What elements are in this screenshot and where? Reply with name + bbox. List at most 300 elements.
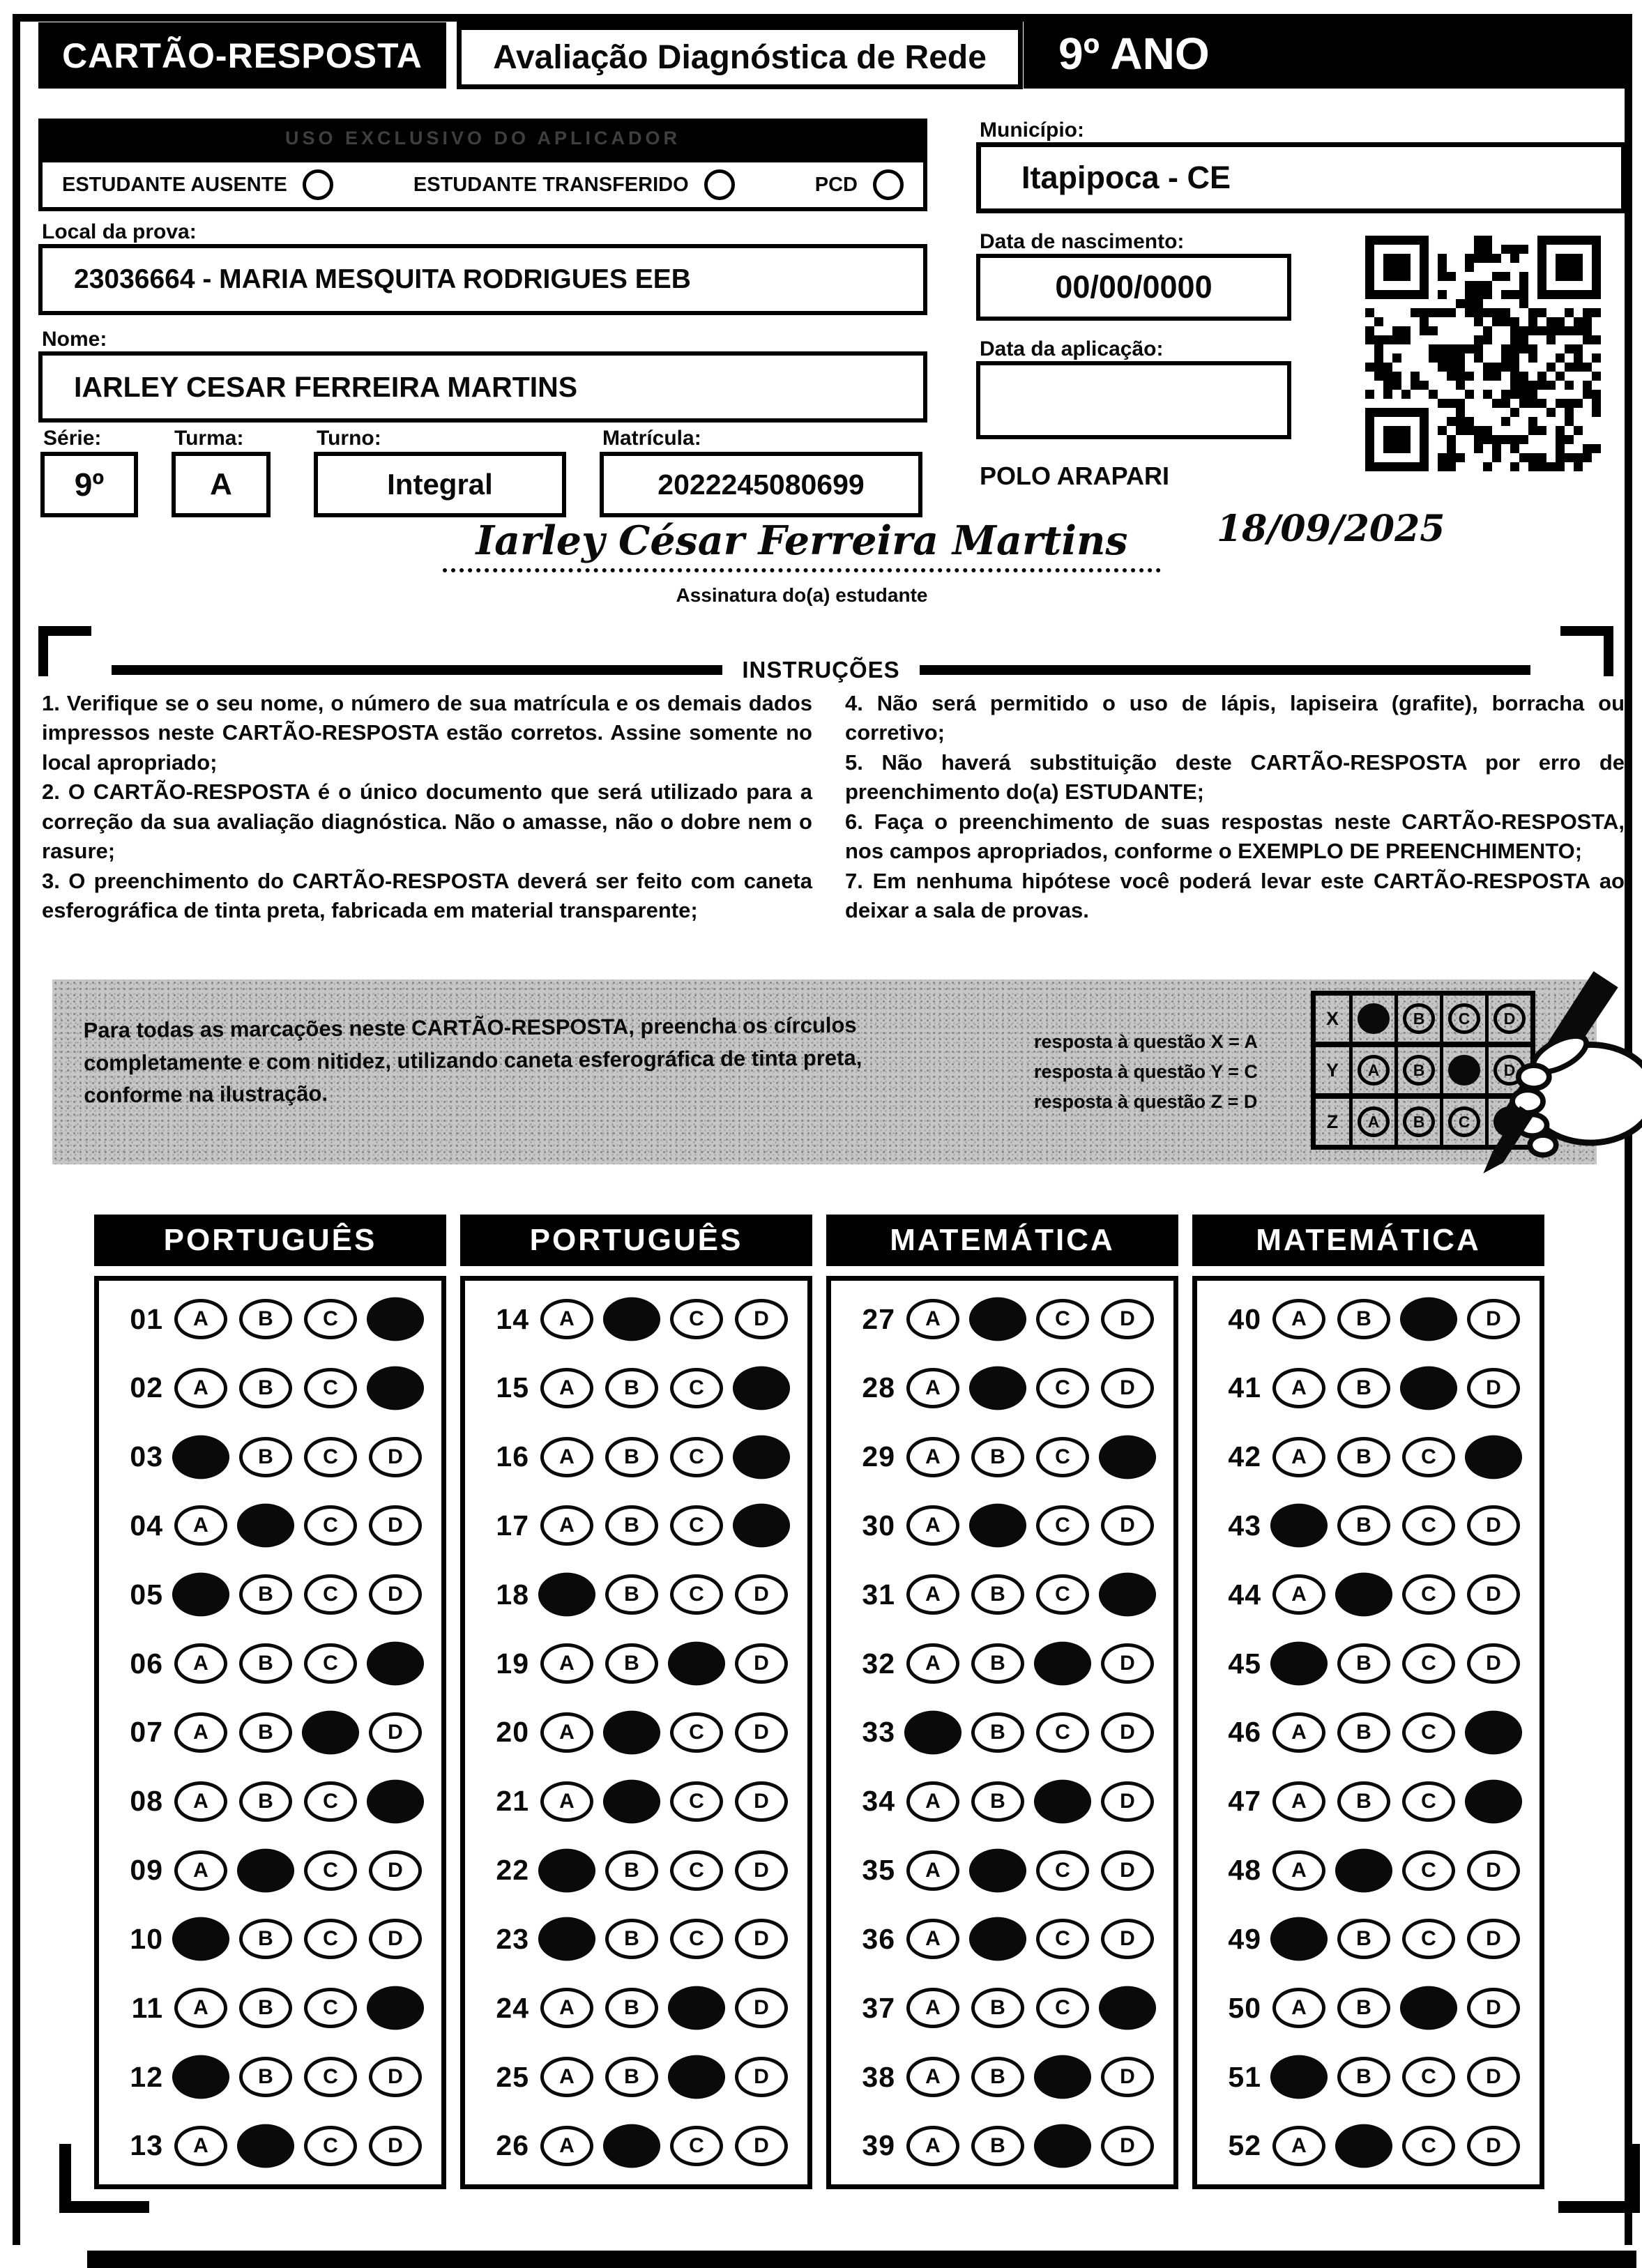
answer-bubble-B[interactable]: B bbox=[239, 1299, 292, 1339]
instructions-right-column bbox=[845, 689, 1625, 926]
answer-bubble-A[interactable]: A bbox=[906, 1643, 959, 1684]
answer-bubble-B[interactable]: B bbox=[239, 1643, 292, 1684]
question-number: 12 bbox=[130, 2060, 163, 2093]
answer-bubble-B[interactable]: B bbox=[239, 1368, 292, 1408]
answer-bubble-C[interactable]: C bbox=[1402, 1437, 1455, 1477]
answer-bubble-D-filled[interactable] bbox=[367, 1642, 424, 1686]
answer-bubble-A[interactable]: A bbox=[540, 1505, 593, 1546]
answer-bubble-A[interactable]: A bbox=[1272, 1781, 1325, 1822]
answer-bubble-B-filled[interactable] bbox=[237, 1848, 294, 1892]
question-number: 15 bbox=[496, 1371, 529, 1404]
page-border-left bbox=[13, 14, 20, 2245]
answer-bubble-B-filled[interactable] bbox=[969, 1848, 1026, 1892]
answer-bubble-A-filled[interactable] bbox=[538, 1917, 595, 1961]
question-row-36 bbox=[842, 1919, 1169, 1959]
pcd-label: PCD bbox=[814, 173, 858, 196]
question-row-52 bbox=[1208, 2126, 1535, 2166]
answer-bubble-A[interactable]: A bbox=[906, 1988, 959, 2028]
answer-bubble-A[interactable]: A bbox=[1272, 2126, 1325, 2166]
answer-bubble-B[interactable]: B bbox=[239, 2057, 292, 2097]
answer-bubble-D[interactable]: D bbox=[1467, 1850, 1520, 1891]
answer-bubble-B-filled[interactable] bbox=[1335, 1573, 1392, 1617]
question-number: 08 bbox=[130, 1785, 163, 1818]
answer-bubble-A[interactable]: A bbox=[906, 1850, 959, 1891]
answer-bubble-B[interactable]: B bbox=[239, 1919, 292, 1959]
answer-bubble-D[interactable]: D bbox=[735, 1988, 788, 2028]
answer-bubble-A-filled[interactable] bbox=[172, 1573, 229, 1617]
answer-bubble-A-filled[interactable] bbox=[904, 1711, 961, 1755]
answer-bubble-D[interactable]: D bbox=[369, 2057, 422, 2097]
answer-bubble-B[interactable]: B bbox=[971, 1643, 1024, 1684]
answer-bubble-C[interactable]: C bbox=[1402, 1574, 1455, 1615]
answer-bubble-C[interactable]: C bbox=[670, 1919, 723, 1959]
answer-bubble-D-filled[interactable] bbox=[1465, 1711, 1522, 1755]
answer-bubble-D-filled[interactable] bbox=[1099, 1573, 1156, 1617]
answer-bubble-B[interactable]: B bbox=[239, 1574, 292, 1615]
birthdate-value: 00/00/0000 bbox=[1055, 269, 1213, 305]
question-number: 04 bbox=[130, 1509, 163, 1542]
answer-bubble-B[interactable]: B bbox=[1337, 1919, 1390, 1959]
registration-mark-bottom-left bbox=[59, 2144, 149, 2213]
example-bubble-B: B bbox=[1403, 1106, 1435, 1137]
answer-bubble-B[interactable]: B bbox=[1337, 2057, 1390, 2097]
question-number: 39 bbox=[862, 2129, 895, 2162]
subject-header-matematica-2: MATEMÁTICA bbox=[1192, 1215, 1544, 1266]
answer-bubble-C[interactable]: C bbox=[1036, 1505, 1089, 1546]
question-row-26 bbox=[476, 2126, 803, 2166]
answer-bubble-C[interactable]: C bbox=[304, 1574, 357, 1615]
answer-bubble-B[interactable]: B bbox=[239, 1712, 292, 1753]
answer-bubble-B[interactable]: B bbox=[605, 1505, 658, 1546]
answer-bubble-B[interactable]: B bbox=[1337, 1643, 1390, 1684]
absent-student-checkbox[interactable] bbox=[303, 169, 333, 200]
answer-bubble-B-filled[interactable] bbox=[603, 2124, 660, 2168]
question-row-07 bbox=[110, 1712, 437, 1753]
example-bubble-D: D bbox=[1493, 1003, 1526, 1034]
answer-bubble-D[interactable]: D bbox=[1467, 1574, 1520, 1615]
pcd-checkbox[interactable] bbox=[873, 169, 904, 200]
subject-header-portugues-1: PORTUGUÊS bbox=[94, 1215, 446, 1266]
answer-bubble-B[interactable]: B bbox=[605, 1919, 658, 1959]
answer-bubble-C[interactable]: C bbox=[304, 1919, 357, 1959]
question-number: 30 bbox=[862, 1509, 895, 1542]
question-row-21 bbox=[476, 1781, 803, 1822]
class-box bbox=[172, 452, 271, 517]
answer-bubble-D[interactable]: D bbox=[1467, 1299, 1520, 1339]
answer-bubble-D[interactable]: D bbox=[369, 1437, 422, 1477]
question-number: 18 bbox=[496, 1578, 529, 1611]
answer-bubble-B-filled[interactable] bbox=[237, 1504, 294, 1548]
answer-bubble-A[interactable]: A bbox=[906, 1919, 959, 1959]
answer-bubble-B[interactable]: B bbox=[1337, 1988, 1390, 2028]
answer-bubble-C[interactable]: C bbox=[1036, 1299, 1089, 1339]
example-cell bbox=[1394, 996, 1440, 1042]
answer-bubble-C[interactable]: C bbox=[670, 1850, 723, 1891]
answer-bubble-A-filled[interactable] bbox=[1270, 1504, 1328, 1548]
answer-bubble-A-filled[interactable] bbox=[172, 1917, 229, 1961]
transferred-student-label: ESTUDANTE TRANSFERIDO bbox=[413, 173, 689, 196]
answer-bubble-C-filled[interactable] bbox=[668, 1986, 725, 2030]
answer-bubble-D[interactable]: D bbox=[1101, 1712, 1154, 1753]
answer-bubble-D[interactable]: D bbox=[1101, 1781, 1154, 1822]
answer-bubble-B[interactable]: B bbox=[239, 1437, 292, 1477]
answer-bubble-A[interactable]: A bbox=[540, 1781, 593, 1822]
text-item: resposta à questão Y = C bbox=[1034, 1061, 1258, 1083]
application-date-box[interactable] bbox=[976, 361, 1291, 439]
question-row-50 bbox=[1208, 1988, 1535, 2028]
answer-bubble-C[interactable]: C bbox=[1036, 1919, 1089, 1959]
text-item: 5. Não haverá substituição deste CARTÃO-RESPOSTA por erro de preenchimento do(a) ESTUDANTE; bbox=[845, 749, 1625, 805]
answer-bubble-B[interactable]: B bbox=[605, 1988, 658, 2028]
question-number: 19 bbox=[496, 1647, 529, 1680]
question-row-34 bbox=[842, 1781, 1169, 1822]
class-value: A bbox=[210, 467, 232, 501]
question-row-41 bbox=[1208, 1368, 1535, 1408]
answer-bubble-C[interactable]: C bbox=[304, 1505, 357, 1546]
subject-header-matematica-1: MATEMÁTICA bbox=[826, 1215, 1178, 1266]
answer-bubble-C[interactable]: C bbox=[1402, 2126, 1455, 2166]
question-row-25 bbox=[476, 2057, 803, 2097]
fill-example-legend bbox=[1034, 1027, 1258, 1118]
answer-bubble-C[interactable]: C bbox=[304, 1850, 357, 1891]
answer-bubble-A[interactable]: A bbox=[1272, 1712, 1325, 1753]
answer-bubble-A[interactable]: A bbox=[174, 1781, 227, 1822]
answer-bubble-C[interactable]: C bbox=[1402, 1781, 1455, 1822]
answer-bubble-B[interactable]: B bbox=[971, 2126, 1024, 2166]
answer-bubble-B-filled[interactable] bbox=[969, 1297, 1026, 1341]
answer-bubble-B[interactable]: B bbox=[1337, 1368, 1390, 1408]
answer-bubble-A[interactable]: A bbox=[540, 1988, 593, 2028]
answer-bubble-D[interactable]: D bbox=[1467, 2126, 1520, 2166]
registration-mark-bottom-right bbox=[1558, 2144, 1640, 2213]
answer-bubble-B[interactable]: B bbox=[605, 1368, 658, 1408]
answer-bubble-C[interactable]: C bbox=[1036, 1988, 1089, 2028]
answer-bubble-A[interactable]: A bbox=[174, 1643, 227, 1684]
answer-bubble-D-filled[interactable] bbox=[1099, 1435, 1156, 1479]
answer-bubble-D-filled[interactable] bbox=[367, 1367, 424, 1410]
answer-bubble-D-filled[interactable] bbox=[1465, 1435, 1522, 1479]
municipality-label: Município: bbox=[980, 119, 1084, 142]
question-row-01 bbox=[110, 1299, 437, 1339]
question-row-14 bbox=[476, 1299, 803, 1339]
answer-bubble-B[interactable]: B bbox=[971, 1781, 1024, 1822]
question-number: 45 bbox=[1228, 1647, 1261, 1680]
answer-bubble-A[interactable]: A bbox=[174, 1988, 227, 2028]
answer-bubble-D[interactable]: D bbox=[735, 1643, 788, 1684]
answer-bubble-D[interactable]: D bbox=[369, 1850, 422, 1891]
answer-bubble-A[interactable]: A bbox=[906, 1368, 959, 1408]
answer-bubble-B-filled[interactable] bbox=[1335, 1848, 1392, 1892]
answer-bubble-A[interactable]: A bbox=[906, 2126, 959, 2166]
answer-bubble-D[interactable]: D bbox=[1101, 1919, 1154, 1959]
signature-caption: Assinatura do(a) estudante bbox=[676, 584, 928, 606]
answer-bubble-D[interactable]: D bbox=[735, 2057, 788, 2097]
answer-bubble-C-filled[interactable] bbox=[1034, 1779, 1091, 1823]
answer-bubble-C[interactable]: C bbox=[670, 1574, 723, 1615]
answer-bubble-A[interactable]: A bbox=[906, 2057, 959, 2097]
answer-bubble-A-filled[interactable] bbox=[172, 1435, 229, 1479]
question-number: 33 bbox=[862, 1716, 895, 1749]
answer-bubble-C[interactable]: C bbox=[304, 2057, 357, 2097]
question-row-39 bbox=[842, 2126, 1169, 2166]
answer-bubble-C[interactable]: C bbox=[1402, 1919, 1455, 1959]
answer-bubble-A[interactable]: A bbox=[906, 1574, 959, 1615]
answer-bubble-C[interactable]: C bbox=[670, 1437, 723, 1477]
answer-bubble-C[interactable]: C bbox=[1402, 1505, 1455, 1546]
answer-bubble-D[interactable]: D bbox=[735, 1781, 788, 1822]
answer-bubble-B[interactable]: B bbox=[605, 1437, 658, 1477]
answer-bubble-D[interactable]: D bbox=[1467, 1643, 1520, 1684]
answer-bubble-C[interactable]: C bbox=[304, 1781, 357, 1822]
answer-bubble-D[interactable]: D bbox=[1101, 1643, 1154, 1684]
question-row-30 bbox=[842, 1505, 1169, 1546]
answer-column-4 bbox=[1192, 1276, 1544, 2189]
answer-bubble-A[interactable]: A bbox=[906, 1437, 959, 1477]
answer-bubble-D-filled[interactable] bbox=[367, 1297, 424, 1341]
answer-bubble-B[interactable]: B bbox=[971, 1988, 1024, 2028]
question-row-24 bbox=[476, 1988, 803, 2028]
answer-bubble-A-filled[interactable] bbox=[1270, 2055, 1328, 2099]
answer-bubble-C-filled[interactable] bbox=[1034, 2124, 1091, 2168]
answer-bubble-D-filled[interactable] bbox=[733, 1367, 790, 1410]
answer-bubble-C[interactable]: C bbox=[1402, 1712, 1455, 1753]
answer-bubble-C[interactable]: C bbox=[670, 1712, 723, 1753]
answer-bubble-B-filled[interactable] bbox=[603, 1711, 660, 1755]
question-row-10 bbox=[110, 1919, 437, 1959]
text-item: resposta à questão Z = D bbox=[1034, 1091, 1258, 1113]
answer-bubble-B[interactable]: B bbox=[239, 1781, 292, 1822]
answer-bubble-C[interactable]: C bbox=[1402, 2057, 1455, 2097]
answer-bubble-A[interactable]: A bbox=[174, 1505, 227, 1546]
answer-bubble-D[interactable]: D bbox=[735, 1299, 788, 1339]
question-row-45 bbox=[1208, 1643, 1535, 1684]
text-item: 4. Não será permitido o uso de lápis, lapiseira (grafite), borracha ou corretivo; bbox=[845, 691, 1625, 745]
transferred-student-checkbox[interactable] bbox=[704, 169, 735, 200]
answer-bubble-D[interactable]: D bbox=[1101, 1368, 1154, 1408]
answer-bubble-C-filled[interactable] bbox=[302, 1711, 359, 1755]
question-row-16 bbox=[476, 1437, 803, 1477]
answer-bubble-A[interactable]: A bbox=[540, 1712, 593, 1753]
answer-bubble-B[interactable]: B bbox=[605, 1574, 658, 1615]
question-number: 47 bbox=[1228, 1785, 1261, 1818]
question-number: 06 bbox=[130, 1647, 163, 1680]
answer-bubble-A[interactable]: A bbox=[1272, 1574, 1325, 1615]
answer-bubble-D-filled[interactable] bbox=[1465, 1779, 1522, 1823]
question-row-49 bbox=[1208, 1919, 1535, 1959]
absent-student-label: ESTUDANTE AUSENTE bbox=[62, 173, 287, 196]
question-number: 24 bbox=[496, 1991, 529, 2024]
answer-bubble-D[interactable]: D bbox=[1101, 1299, 1154, 1339]
name-box bbox=[38, 351, 927, 423]
answer-bubble-C-filled[interactable] bbox=[1034, 1642, 1091, 1686]
answer-bubble-D[interactable]: D bbox=[735, 1574, 788, 1615]
question-number: 27 bbox=[862, 1302, 895, 1335]
answer-bubble-B[interactable]: B bbox=[605, 1850, 658, 1891]
answer-bubble-C[interactable]: C bbox=[670, 1781, 723, 1822]
answer-bubble-D[interactable]: D bbox=[1101, 1850, 1154, 1891]
shift-box bbox=[314, 452, 566, 517]
answer-bubble-D[interactable]: D bbox=[369, 2126, 422, 2166]
question-number: 17 bbox=[496, 1509, 529, 1542]
answer-bubble-B[interactable]: B bbox=[239, 1988, 292, 2028]
registration-mark-top-left bbox=[38, 626, 91, 676]
answer-bubble-A[interactable]: A bbox=[1272, 1299, 1325, 1339]
answer-bubble-D[interactable]: D bbox=[369, 1919, 422, 1959]
answer-bubble-B[interactable]: B bbox=[1337, 1437, 1390, 1477]
answer-bubble-B-filled[interactable] bbox=[237, 2124, 294, 2168]
question-row-18 bbox=[476, 1574, 803, 1615]
question-number: 43 bbox=[1228, 1509, 1261, 1542]
answer-bubble-C-filled[interactable] bbox=[1400, 1986, 1457, 2030]
answer-bubble-D[interactable]: D bbox=[1101, 1505, 1154, 1546]
question-row-37 bbox=[842, 1988, 1169, 2028]
answer-bubble-B[interactable]: B bbox=[1337, 1505, 1390, 1546]
answer-bubble-C[interactable]: C bbox=[304, 1988, 357, 2028]
answer-bubble-A[interactable]: A bbox=[906, 1505, 959, 1546]
answer-bubble-B[interactable]: B bbox=[971, 1574, 1024, 1615]
question-number: 35 bbox=[862, 1854, 895, 1887]
answer-bubble-D[interactable]: D bbox=[1467, 1505, 1520, 1546]
question-number: 20 bbox=[496, 1716, 529, 1749]
answer-bubble-C[interactable]: C bbox=[1036, 1850, 1089, 1891]
question-row-03 bbox=[110, 1437, 437, 1477]
question-number: 52 bbox=[1228, 2129, 1261, 2162]
answer-bubble-A[interactable]: A bbox=[1272, 1988, 1325, 2028]
answer-bubble-D-filled[interactable] bbox=[367, 1779, 424, 1823]
grade-field-box bbox=[40, 452, 138, 517]
answer-bubble-C[interactable]: C bbox=[304, 2126, 357, 2166]
example-cell bbox=[1394, 1047, 1440, 1093]
answer-bubble-C[interactable]: C bbox=[670, 1299, 723, 1339]
answer-bubble-D-filled[interactable] bbox=[367, 1986, 424, 2030]
answer-bubble-C[interactable]: C bbox=[304, 1643, 357, 1684]
answer-bubble-D[interactable]: D bbox=[1467, 1368, 1520, 1408]
question-number: 28 bbox=[862, 1371, 895, 1404]
answer-bubble-D-filled[interactable] bbox=[733, 1435, 790, 1479]
answer-bubble-C-filled[interactable] bbox=[1400, 1367, 1457, 1410]
question-row-02 bbox=[110, 1368, 437, 1408]
answer-bubble-D[interactable]: D bbox=[1467, 1988, 1520, 2028]
answer-bubble-D[interactable]: D bbox=[1101, 2057, 1154, 2097]
answer-bubble-A[interactable]: A bbox=[1272, 1368, 1325, 1408]
answer-bubble-D[interactable]: D bbox=[369, 1574, 422, 1615]
example-cell bbox=[1349, 1099, 1394, 1145]
answer-bubble-D[interactable]: D bbox=[1101, 2126, 1154, 2166]
answer-bubble-A[interactable]: A bbox=[540, 1299, 593, 1339]
answer-bubble-C[interactable]: C bbox=[670, 2126, 723, 2166]
answer-bubble-D[interactable]: D bbox=[735, 1919, 788, 1959]
answer-bubble-A[interactable]: A bbox=[906, 1299, 959, 1339]
answer-bubble-C[interactable]: C bbox=[1402, 1850, 1455, 1891]
answer-bubble-B-filled[interactable] bbox=[969, 1504, 1026, 1548]
answer-bubble-A[interactable]: A bbox=[540, 2126, 593, 2166]
answer-bubble-D[interactable]: D bbox=[735, 1850, 788, 1891]
answer-bubble-A-filled[interactable] bbox=[538, 1848, 595, 1892]
answer-bubble-B-filled[interactable] bbox=[603, 1779, 660, 1823]
answer-bubble-D[interactable]: D bbox=[369, 1505, 422, 1546]
answer-bubble-D-filled[interactable] bbox=[1099, 1986, 1156, 2030]
answer-bubble-B[interactable]: B bbox=[1337, 1781, 1390, 1822]
municipality-box bbox=[976, 142, 1626, 213]
answer-bubble-D[interactable]: D bbox=[369, 1712, 422, 1753]
answer-bubble-B-filled[interactable] bbox=[969, 1367, 1026, 1410]
question-number: 16 bbox=[496, 1440, 529, 1473]
question-number: 31 bbox=[862, 1578, 895, 1611]
answer-bubble-C-filled[interactable] bbox=[668, 1642, 725, 1686]
answer-bubble-C-filled[interactable] bbox=[1400, 1297, 1457, 1341]
answer-bubble-C[interactable]: C bbox=[304, 1299, 357, 1339]
answer-bubble-D[interactable]: D bbox=[1467, 2057, 1520, 2097]
answer-bubble-B-filled[interactable] bbox=[603, 1297, 660, 1341]
answer-bubble-A[interactable]: A bbox=[174, 1712, 227, 1753]
question-row-47 bbox=[1208, 1781, 1535, 1822]
example-bubble-C: C bbox=[1448, 1003, 1480, 1034]
answer-bubble-C[interactable]: C bbox=[304, 1368, 357, 1408]
answer-bubble-C[interactable]: C bbox=[1036, 1437, 1089, 1477]
answer-bubble-A-filled[interactable] bbox=[1270, 1917, 1328, 1961]
exam-location-box bbox=[38, 244, 927, 315]
answer-bubble-B[interactable]: B bbox=[971, 1437, 1024, 1477]
answer-bubble-C-filled[interactable] bbox=[1034, 2055, 1091, 2099]
answer-bubble-A[interactable]: A bbox=[1272, 1850, 1325, 1891]
instructions-title: INSTRUÇÕES bbox=[742, 657, 900, 683]
answer-bubble-A[interactable]: A bbox=[540, 1368, 593, 1408]
answer-bubble-C[interactable]: C bbox=[670, 1368, 723, 1408]
answer-bubble-D[interactable]: D bbox=[1467, 1919, 1520, 1959]
question-number: 34 bbox=[862, 1785, 895, 1818]
question-number: 03 bbox=[130, 1440, 163, 1473]
answer-bubble-A-filled[interactable] bbox=[172, 2055, 229, 2099]
fill-example-text: Para todas as marcações neste CARTÃO-RESPOSTA, preencha os círculos completamente e com nitidez, utilizando caneta esferográfica de tinta preta, conforme na ilustração. bbox=[83, 1012, 862, 1108]
answer-bubble-A[interactable]: A bbox=[906, 1781, 959, 1822]
answer-bubble-A[interactable]: A bbox=[174, 2126, 227, 2166]
answer-bubble-C[interactable]: C bbox=[1036, 1574, 1089, 1615]
answer-bubble-A[interactable]: A bbox=[540, 2057, 593, 2097]
student-signature[interactable]: Iarley César Ferreira Martins bbox=[443, 517, 1161, 572]
answer-bubble-A[interactable]: A bbox=[540, 1437, 593, 1477]
answer-bubble-D[interactable]: D bbox=[735, 1712, 788, 1753]
answer-bubble-B[interactable]: B bbox=[971, 2057, 1024, 2097]
answer-bubble-A[interactable]: A bbox=[1272, 1437, 1325, 1477]
answer-bubble-A-filled[interactable] bbox=[1270, 1642, 1328, 1686]
answer-bubble-D[interactable]: D bbox=[735, 2126, 788, 2166]
answer-bubble-A[interactable]: A bbox=[174, 1368, 227, 1408]
answer-bubble-A-filled[interactable] bbox=[538, 1573, 595, 1617]
answer-bubble-C-filled[interactable] bbox=[668, 2055, 725, 2099]
answer-bubble-B[interactable]: B bbox=[605, 2057, 658, 2097]
answer-bubble-B[interactable]: B bbox=[1337, 1299, 1390, 1339]
answer-bubble-C[interactable]: C bbox=[1402, 1643, 1455, 1684]
answer-bubble-B[interactable]: B bbox=[605, 1643, 658, 1684]
question-number: 07 bbox=[130, 1716, 163, 1749]
question-number: 48 bbox=[1228, 1854, 1261, 1887]
answer-bubble-A[interactable]: A bbox=[174, 1850, 227, 1891]
answer-bubble-B-filled[interactable] bbox=[1335, 2124, 1392, 2168]
answer-bubble-C[interactable]: C bbox=[670, 1505, 723, 1546]
question-row-31 bbox=[842, 1574, 1169, 1615]
answer-bubble-A[interactable]: A bbox=[174, 1299, 227, 1339]
answer-bubble-C[interactable]: C bbox=[304, 1437, 357, 1477]
answer-bubble-C[interactable]: C bbox=[1036, 1368, 1089, 1408]
answer-bubble-D-filled[interactable] bbox=[733, 1504, 790, 1548]
answer-bubble-A[interactable]: A bbox=[540, 1643, 593, 1684]
question-row-20 bbox=[476, 1712, 803, 1753]
answer-bubble-C[interactable]: C bbox=[1036, 1712, 1089, 1753]
answer-bubble-B[interactable]: B bbox=[1337, 1712, 1390, 1753]
answer-bubble-B-filled[interactable] bbox=[969, 1917, 1026, 1961]
answer-bubble-B[interactable]: B bbox=[971, 1712, 1024, 1753]
question-number: 50 bbox=[1228, 1991, 1261, 2024]
